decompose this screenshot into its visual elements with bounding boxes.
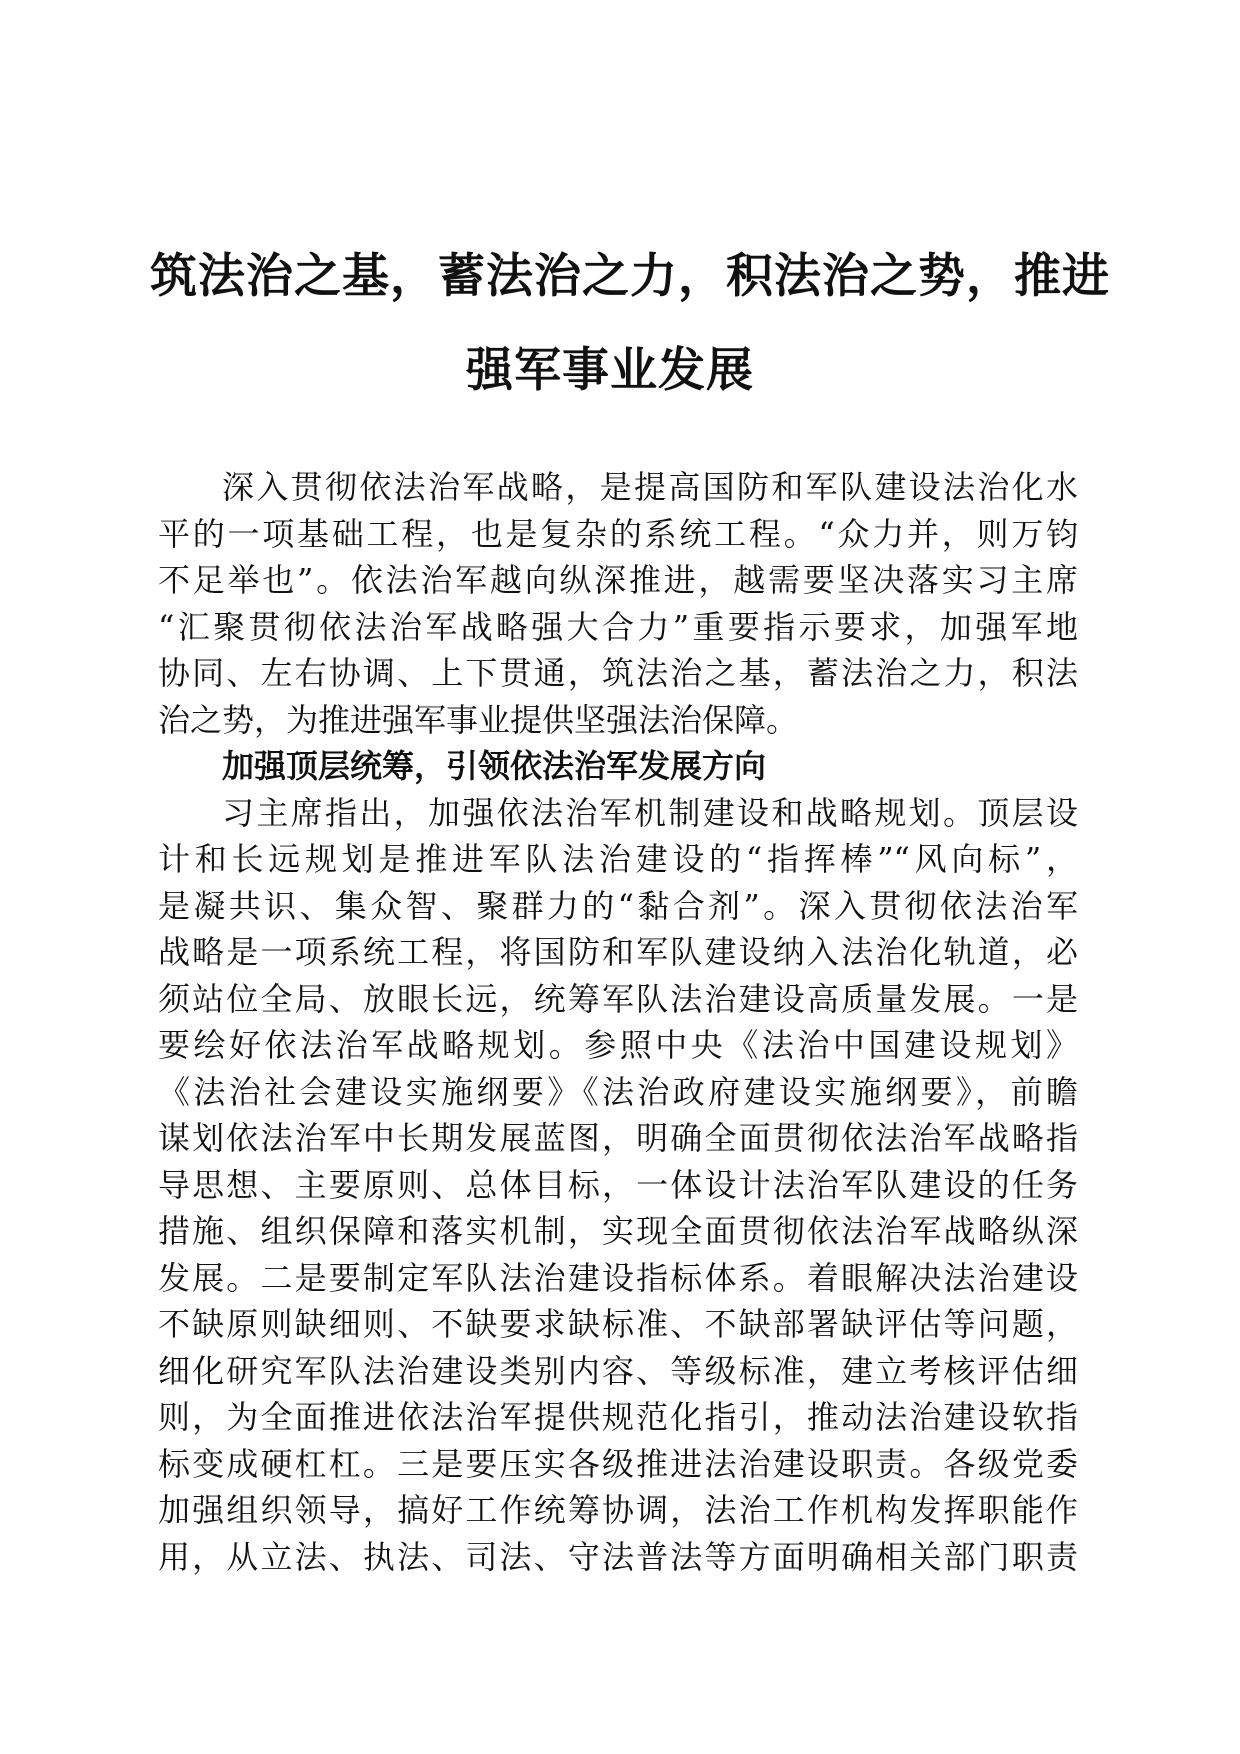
paragraph-line: 须站位全局、放眼长远，统筹军队法治建设高质量发展。一是 (158, 979, 1078, 1018)
paragraph-line: 措施、组织保障和落实机制，实现全面贯彻依法治军战略纵深 (158, 1212, 1078, 1250)
document-title (150, 230, 1110, 418)
paragraph-line: 细化研究军队法治建设类别内容、等级标准，建立考核评估细 (158, 1351, 1078, 1390)
paragraph-line: 要绘好依法治军战略规划。参照中央《法治中国建设规划》 (158, 1026, 1078, 1064)
paragraph-line: 导思想、主要原则、总体目标，一体设计法治军队建设的任务 (158, 1165, 1078, 1204)
section-heading: 加强顶层统筹，引领依法治军发展方向 (222, 747, 767, 785)
paragraph-line: 不缺原则缺细则、不缺要求缺标准、不缺部署缺评估等问题， (158, 1305, 1078, 1343)
paragraph-line: 平的一项基础工程，也是复杂的系统工程。“众力并，则万钧 (158, 514, 1078, 553)
title-line-1: 筑法治之基，蓄法治之力，积法治之势，推进 (150, 249, 1110, 304)
paragraph-line: 协同、左右协调、上下贯通，筑法治之基，蓄法治之力，积法 (158, 654, 1078, 692)
paragraph-line: 用，从立法、执法、司法、守法普法等方面明确相关部门职责 (158, 1537, 1078, 1576)
paragraph-line: 加强组织领导，搞好工作统筹协调，法治工作机构发挥职能作 (158, 1491, 1078, 1529)
paragraph-line: 是凝共识、集众智、聚群力的“黏合剂”。深入贯彻依法治军 (158, 886, 1078, 925)
paragraph-line: 治之势，为推进强军事业提供坚强法治保障。 (158, 700, 799, 739)
title-line-2: 强军事业发展 (466, 343, 754, 398)
paragraph-line: 《法治社会建设实施纲要》《法治政府建设实施纲要》，前瞻 (158, 1072, 1078, 1111)
paragraph-line: 发展。二是要制定军队法治建设指标体系。着眼解决法治建设 (158, 1258, 1078, 1297)
paragraph-line: 则，为全面推进依法治军提供规范化指引，推动法治建设软指 (158, 1398, 1078, 1436)
document-body (158, 464, 1078, 1580)
paragraph-line: 不足举也”。依法治军越向纵深推进，越需要坚决落实习主席 (158, 561, 1078, 599)
paragraph-line: 标变成硬杠杠。三是要压实各级推进法治建设职责。各级党委 (158, 1444, 1078, 1483)
paragraph-line: 谋划依法治军中长期发展蓝图，明确全面贯彻依法治军战略指 (158, 1119, 1078, 1157)
paragraph-line: 习主席指出，加强依法治军机制建设和战略规划。顶层设 (222, 793, 1078, 832)
paragraph-line: 深入贯彻依法治军战略，是提高国防和军队建设法治化水 (222, 468, 1078, 506)
paragraph-line: 计和长远规划是推进军队法治建设的“指挥棒”“风向标”， (158, 840, 1078, 878)
paragraph-line: 战略是一项系统工程，将国防和军队建设纳入法治化轨道，必 (158, 933, 1078, 971)
paragraph-line: “汇聚贯彻依法治军战略强大合力”重要指示要求，加强军地 (158, 607, 1078, 646)
